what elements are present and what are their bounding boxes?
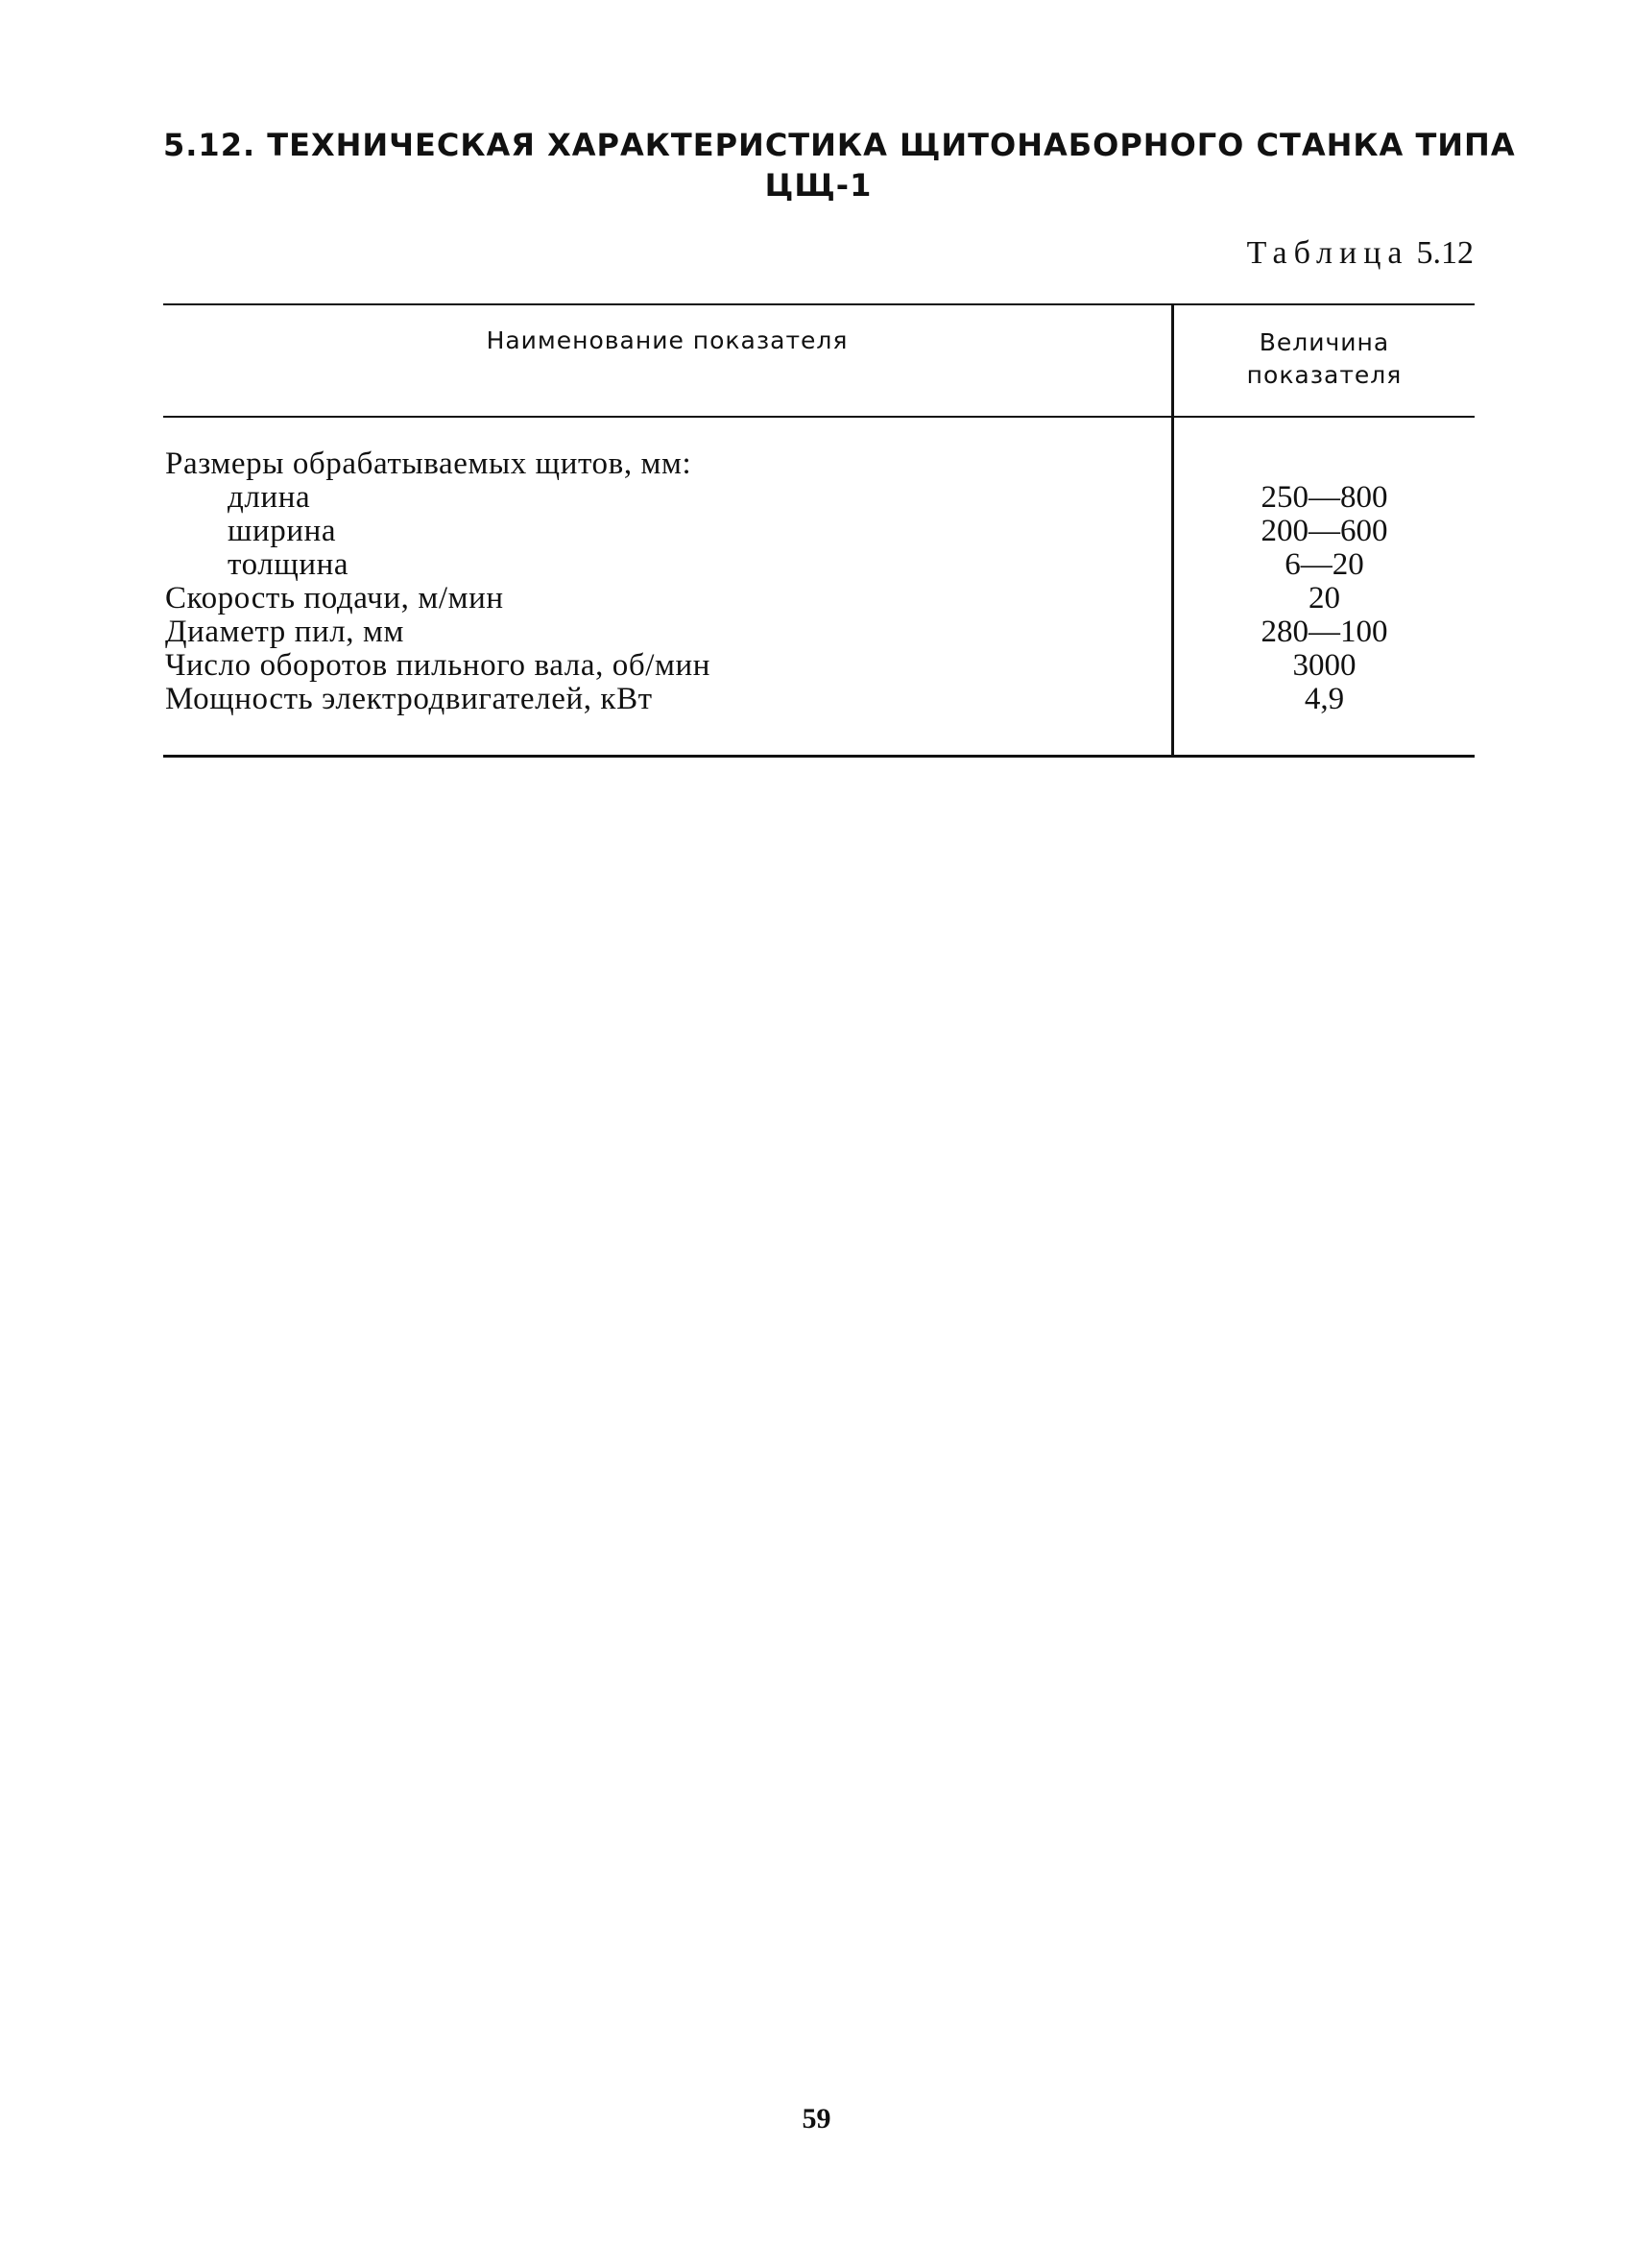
column-header-value <box>1174 326 1475 392</box>
table-caption <box>1247 235 1474 272</box>
column-header-value-line-2: показателя <box>1246 361 1403 389</box>
column-header-value-line-1: Величина <box>1259 328 1390 356</box>
row-value: 6—20 <box>1285 547 1364 582</box>
column-header-name: Наименование показателя <box>486 326 849 354</box>
row-value: 20 <box>1309 581 1340 615</box>
table-caption-number: 5.12 <box>1416 235 1474 271</box>
section-title-line-1: 5.12. ТЕХНИЧЕСКАЯ ХАРАКТЕРИСТИКА ЩИТОНАБОРНОГО СТАНКА ТИПА <box>163 127 1516 163</box>
row-value: 200—600 <box>1261 514 1388 548</box>
table-row <box>163 683 1475 716</box>
row-label: ширина <box>228 514 337 548</box>
table-row <box>163 649 1475 683</box>
table-row <box>163 615 1475 649</box>
row-label: толщина <box>228 547 349 582</box>
row-value: 250—800 <box>1261 480 1388 515</box>
table-row <box>163 548 1475 582</box>
row-label: Размеры обрабатываемых щитов, мм: <box>165 446 692 481</box>
row-value: 4,9 <box>1304 682 1345 716</box>
table-row <box>163 582 1475 615</box>
table-body <box>163 447 1475 716</box>
table-row <box>163 515 1475 548</box>
row-value: 280—100 <box>1261 615 1388 649</box>
row-label: Мощность электродвигателей, кВт <box>165 682 653 716</box>
specification-table <box>163 303 1475 759</box>
table-bottom-rule <box>163 755 1475 758</box>
section-title-line-2: ЦЩ-1 <box>764 167 873 204</box>
section-heading <box>163 125 1516 205</box>
table-row <box>163 481 1475 515</box>
row-label: длина <box>228 480 311 515</box>
row-value: 3000 <box>1292 648 1357 683</box>
table-top-rule <box>163 303 1475 305</box>
table-header-rule <box>163 416 1475 418</box>
row-label: Скорость подачи, м/мин <box>165 581 504 615</box>
table-row <box>163 447 1475 481</box>
table-caption-word: Таблица <box>1246 235 1409 271</box>
row-label: Число оборотов пильного вала, об/мин <box>165 648 711 683</box>
row-label: Диаметр пил, мм <box>165 615 404 649</box>
page-number: 59 <box>802 2103 831 2135</box>
